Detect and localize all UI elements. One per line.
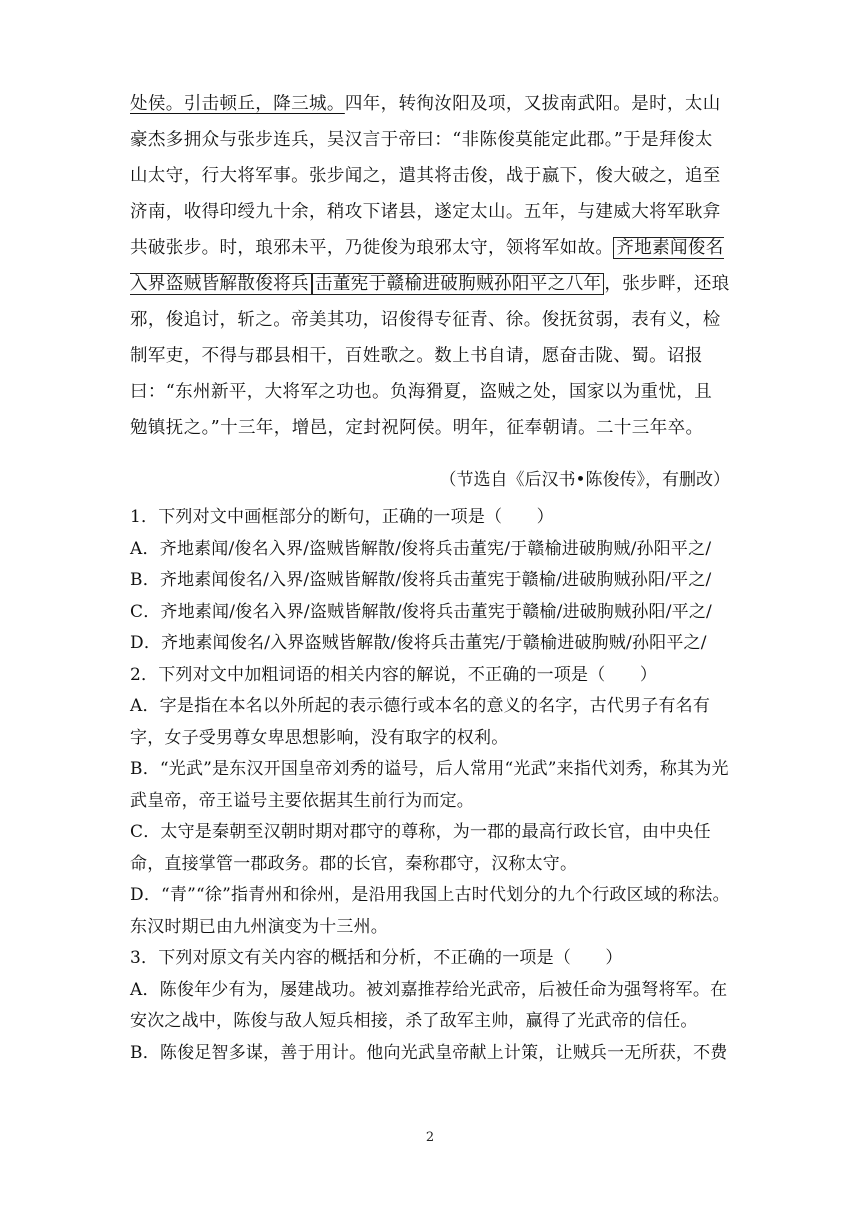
question-2-option-d: D．“青”“徐”指青州和徐州，是沿用我国上古时代划分的九个行政区域的称法。东汉时期已由九州演变为十三州。 (130, 885, 730, 937)
question-1-stem: 1．下列对文中画框部分的断句，正确的一项是（ ） (130, 507, 554, 527)
passage-before-box: 四年，转徇汝阳及项，又拔南武阳。是时，太山豪杰多拥众与张步连兵，吴汉言于帝曰：“非陈俊莫能定此郡。”于是拜俊太山太守，行大将军事。张步闻之，遣其将击俊，战于嬴下，俊大破之，追至济南，收得印绶九十余，稍攻下诸县，遂定太山。五年，与建威大将军耿弇共破张步。时，琅邪未平，乃徙俊为琅邪太守，领将军如故。 (130, 94, 721, 258)
passage-paragraph (130, 86, 730, 446)
question-1-option-d: D．齐地素闻俊名/入界盗贼皆解散/俊将兵击董宪/于赣榆进破朐贼/孙阳平之/ (130, 633, 707, 653)
question-1-option-a: A．齐地素闻/俊名入界/盗贼皆解散/俊将兵击董宪/于赣榆进破朐贼/孙阳平之/ (130, 538, 712, 559)
question-3-option-a: A．陈俊年少有为，屡建战功。被刘嘉推荐给光武帝，后被任命为强弩将军。在安次之战中，陈俊与敌人短兵相接，杀了敌军主帅，赢得了光武帝的信任。 (130, 979, 728, 1031)
question-3-option-b: B．陈俊足智多谋，善于用计。他向光武皇帝献上计策，让贼兵一无所获，不费 (130, 1042, 728, 1063)
boxed-sentence-part1: 齐地素闻俊名入界盗贼皆解散俊将兵 (130, 238, 724, 294)
source-citation: （节选自《后汉书•陈俊传》，有删改） (439, 470, 730, 490)
page-number: 2 (425, 1130, 435, 1145)
boxed-sentence-part2: 击董宪于赣榆进破朐贼孙阳平之八年 (312, 273, 604, 295)
question-1-option-b: B．齐地素闻俊名/入界/盗贼皆解散/俊将兵击董宪于赣榆/进破朐贼孙阳/平之/ (130, 570, 712, 590)
passage-text (130, 86, 730, 446)
question-2-option-a: A．字是指在本名以外所起的表示德行或本名的意义的名字，古代男子有名有字，女子受男尊女卑思想影响，没有取字的权利。 (130, 696, 711, 748)
question-2-option-b: B．“光武”是东汉开国皇帝刘秀的谥号，后人常用“光武”来指代刘秀，称其为光武皇帝，帝王谥号主要依据其生前行为而定。 (130, 759, 729, 811)
question-1-option-c: C．齐地素闻/俊名入界/盗贼皆解散/俊将兵击董宪于赣榆/进破朐贼孙阳/平之/ (130, 601, 712, 622)
question-3-stem: 3．下列对原文有关内容的概括和分析，不正确的一项是（ ） (130, 948, 623, 968)
underlined-phrase: 处侯。引击顿丘，降三城。 (130, 94, 345, 114)
question-2-option-c: C．太守是秦朝至汉朝时期对郡守的尊称，为一郡的最高行政长官，由中央任命，直接掌管一郡政务。郡的长官，秦称郡守，汉称太守。 (130, 822, 711, 874)
questions-section (130, 502, 740, 1069)
passage-after-box: ，张步畔，还琅邪，俊追讨，斩之。帝美其功，诏俊得专征青、徐。俊抚贫弱，表有义，检制军吏，不得与郡县相干，百姓歌之。数上书自请，愿奋击陇、蜀。诏报曰：“东州新平，大将军之功也。负海猾夏，盗贼之处，国家以为重忧，且勉镇抚之。”十三年，增邑，定封祝阿侯。明年，征奉朝请。二十三年卒。 (130, 274, 730, 438)
question-2-stem: 2．下列对文中加粗词语的相关内容的解说，不正确的一项是（ ） (130, 664, 658, 685)
